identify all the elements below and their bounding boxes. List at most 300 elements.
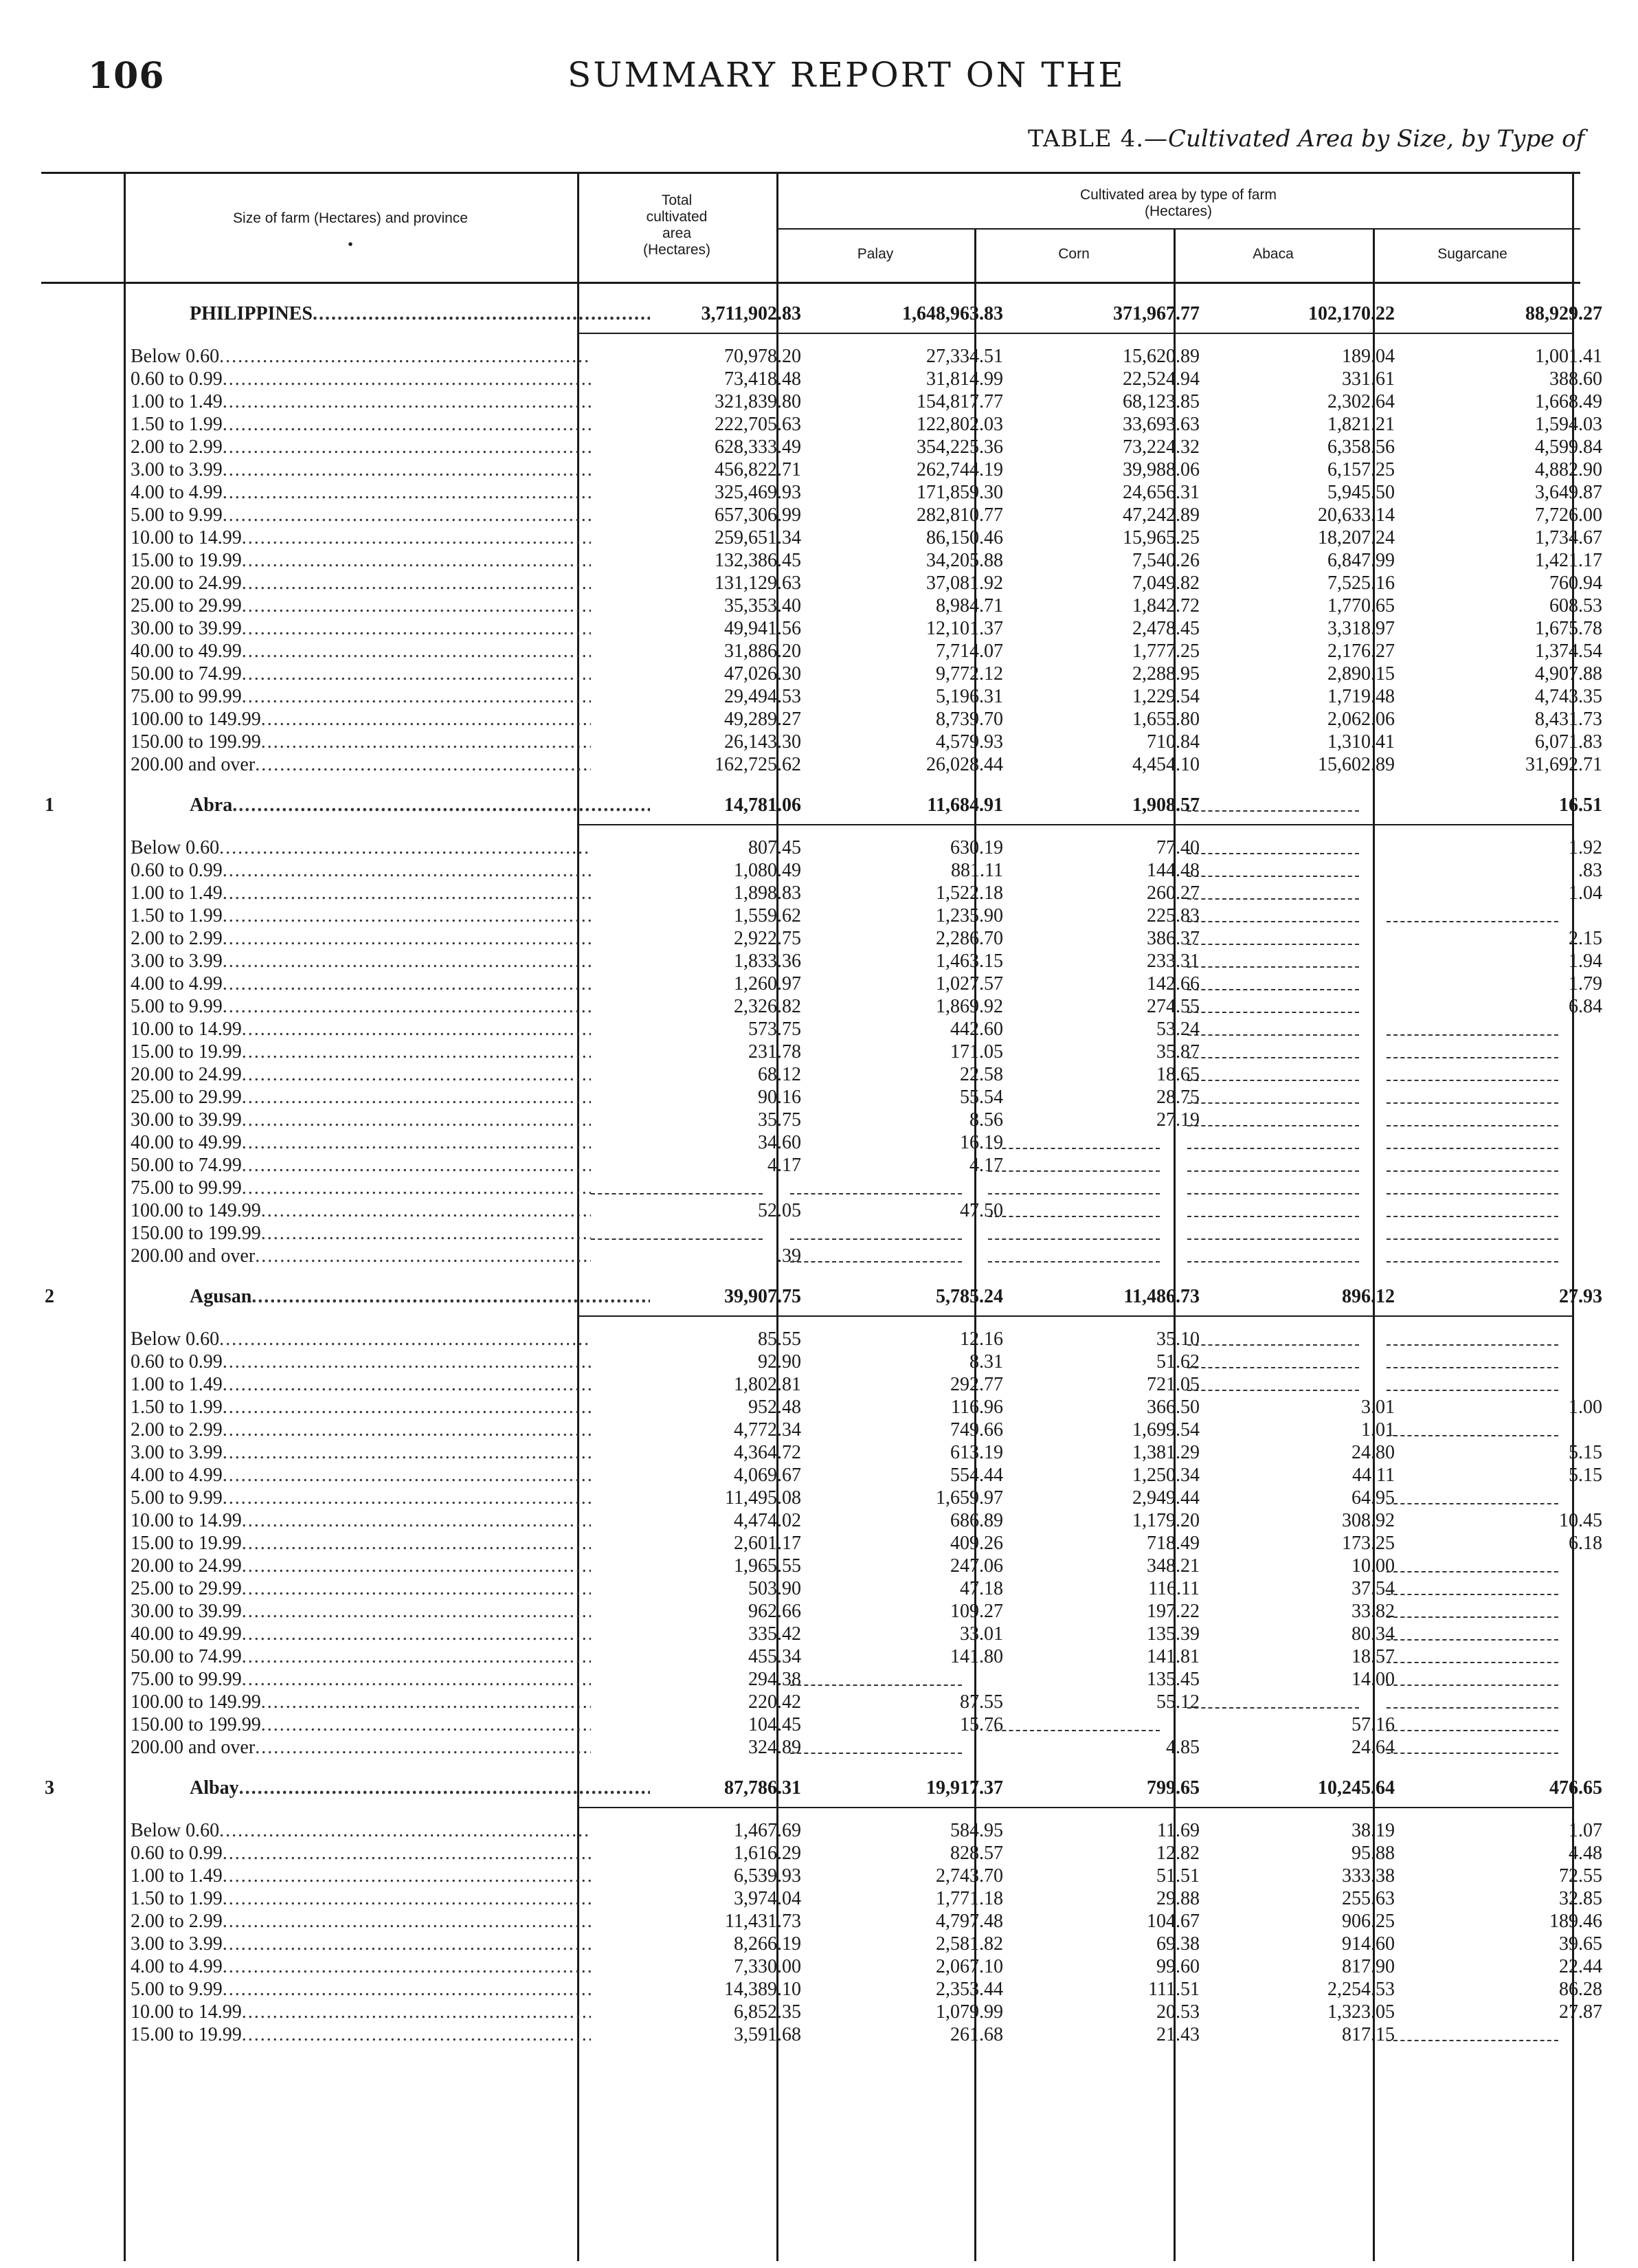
empty-cell-leader bbox=[1187, 1125, 1359, 1126]
value-cell: 22,524.94 bbox=[1123, 368, 1200, 390]
size-class-label: 5.00 to 9.99 ..... bbox=[131, 995, 591, 1018]
size-class-label: 200.00 and over ..... bbox=[131, 1245, 591, 1267]
value-cell: 255.63 bbox=[1342, 1888, 1395, 1909]
total-cell: 11,486.73 bbox=[1123, 1286, 1200, 1307]
value-cell: 6,852.35 bbox=[734, 2001, 801, 2023]
value-cell: 4.85 bbox=[1166, 1737, 1200, 1758]
empty-cell-leader bbox=[1387, 1503, 1558, 1504]
section-rule bbox=[577, 824, 1573, 825]
value-cell: 18.57 bbox=[1351, 1646, 1395, 1667]
value-cell: 1,668.49 bbox=[1535, 391, 1602, 412]
value-cell: 1,001.41 bbox=[1535, 346, 1602, 367]
value-cell: 1,080.49 bbox=[734, 860, 801, 881]
value-cell: 584.95 bbox=[950, 1820, 1003, 1841]
empty-cell-leader bbox=[1187, 853, 1359, 854]
size-class-label: 2.00 to 2.99 ..... bbox=[131, 1419, 591, 1441]
value-cell: 8,984.71 bbox=[936, 595, 1003, 616]
empty-cell-leader bbox=[1187, 966, 1359, 968]
size-class-label: 150.00 to 199.99 ..... bbox=[131, 1222, 591, 1245]
size-class-label: 200.00 and over ..... bbox=[131, 1736, 591, 1759]
size-class-label: Below 0.60 ..... bbox=[131, 1328, 591, 1350]
value-cell: 1.94 bbox=[1569, 950, 1602, 972]
size-class-label: 10.00 to 14.99 ..... bbox=[131, 1509, 591, 1532]
table-row bbox=[41, 1222, 1580, 1245]
value-cell: 6,847.99 bbox=[1327, 550, 1395, 571]
value-cell: 2,478.45 bbox=[1132, 618, 1200, 639]
empty-cell-leader bbox=[1387, 1193, 1558, 1194]
value-cell: 881.11 bbox=[951, 860, 1003, 881]
empty-cell-leader bbox=[1187, 921, 1359, 922]
value-cell: 354,225.36 bbox=[917, 436, 1003, 458]
size-class-label: 1.00 to 1.49 ..... bbox=[131, 390, 591, 413]
size-class-label: 1.50 to 1.99 ..... bbox=[131, 1396, 591, 1419]
value-cell: 4,474.02 bbox=[734, 1510, 801, 1531]
empty-cell-leader bbox=[988, 1238, 1160, 1240]
value-cell: 1.79 bbox=[1569, 973, 1602, 994]
value-cell: 116.96 bbox=[951, 1397, 1003, 1418]
value-cell: 4,454.10 bbox=[1132, 754, 1200, 775]
value-cell: 366.50 bbox=[1147, 1397, 1200, 1418]
value-cell: 914.60 bbox=[1342, 1933, 1395, 1955]
size-class-label: 75.00 to 99.99 ..... bbox=[131, 685, 591, 708]
size-class-label: 30.00 to 39.99 ..... bbox=[131, 617, 591, 640]
value-cell: 388.60 bbox=[1549, 368, 1602, 390]
value-cell: 231.78 bbox=[748, 1041, 801, 1063]
value-cell: 1,522.18 bbox=[936, 882, 1003, 904]
table-row bbox=[41, 1441, 1602, 1464]
section-rule bbox=[577, 1807, 1573, 1808]
value-cell: 73,224.32 bbox=[1123, 436, 1200, 458]
value-cell: 197.22 bbox=[1147, 1601, 1200, 1622]
table-row bbox=[41, 1600, 1580, 1623]
table-row bbox=[41, 504, 1602, 526]
value-cell: 9,772.12 bbox=[936, 663, 1003, 685]
empty-cell-leader bbox=[591, 1238, 763, 1240]
size-class-label: 1.50 to 1.99 ..... bbox=[131, 904, 591, 927]
value-cell: 1,323.05 bbox=[1327, 2001, 1395, 2023]
section-total-row bbox=[41, 794, 1602, 816]
table-row bbox=[41, 1955, 1602, 1978]
province-name: Abra ..... bbox=[190, 794, 650, 816]
value-cell: 386.37 bbox=[1147, 928, 1200, 949]
value-cell: 111.51 bbox=[1148, 1979, 1200, 2000]
size-class-label: 100.00 to 149.99 ..... bbox=[131, 1691, 591, 1713]
size-class-label: 0.60 to 0.99 ..... bbox=[131, 368, 591, 390]
value-cell: 962.66 bbox=[748, 1601, 801, 1622]
value-cell: 233.31 bbox=[1147, 950, 1200, 972]
value-cell: 32.85 bbox=[1559, 1888, 1602, 1909]
table-row bbox=[41, 1713, 1580, 1736]
value-cell: 18.65 bbox=[1156, 1064, 1200, 1085]
empty-cell-leader bbox=[1187, 1238, 1359, 1240]
value-cell: 21.43 bbox=[1156, 2024, 1200, 2045]
table-row bbox=[41, 753, 1602, 776]
table-row bbox=[41, 950, 1602, 972]
size-class-label: Below 0.60 ..... bbox=[131, 345, 591, 368]
size-class-label: 50.00 to 74.99 ..... bbox=[131, 1645, 591, 1668]
table-row bbox=[41, 368, 1602, 390]
table-row bbox=[41, 1736, 1580, 1759]
column-header-corn: Corn bbox=[1058, 246, 1090, 262]
province-number: 2 bbox=[45, 1286, 54, 1307]
table-row bbox=[41, 1645, 1580, 1668]
size-class-label: 200.00 and over ..... bbox=[131, 753, 591, 776]
value-cell: 73,418.48 bbox=[724, 368, 801, 390]
value-cell: 262,744.19 bbox=[917, 459, 1003, 480]
value-cell: 760.94 bbox=[1549, 572, 1602, 594]
value-cell: 282,810.77 bbox=[917, 504, 1003, 526]
table-row bbox=[41, 685, 1602, 708]
value-cell: 68.12 bbox=[758, 1064, 801, 1085]
value-cell: 2,176.27 bbox=[1327, 641, 1395, 662]
size-class-label: 4.00 to 4.99 ..... bbox=[131, 972, 591, 995]
value-cell: 57.16 bbox=[1351, 1714, 1395, 1735]
size-class-label: 0.60 to 0.99 ..... bbox=[131, 1842, 591, 1865]
value-cell: 7,525.16 bbox=[1327, 572, 1395, 594]
value-cell: 5,196.31 bbox=[936, 686, 1003, 707]
table-row bbox=[41, 1154, 1580, 1177]
column-header-palay: Palay bbox=[857, 246, 894, 262]
value-cell: 1,898.83 bbox=[734, 882, 801, 904]
value-cell: 3,974.04 bbox=[734, 1888, 801, 1909]
table-row bbox=[41, 1018, 1580, 1041]
value-cell: 1,965.55 bbox=[734, 1555, 801, 1577]
value-cell: 35,353.40 bbox=[724, 595, 801, 616]
value-cell: 2,922.75 bbox=[734, 928, 801, 949]
value-cell: .39 bbox=[777, 1245, 801, 1267]
value-cell: 1.92 bbox=[1569, 837, 1602, 858]
table-row bbox=[41, 1842, 1602, 1865]
value-cell: 2,601.17 bbox=[734, 1533, 801, 1554]
value-cell: 3,591.68 bbox=[734, 2024, 801, 2045]
value-cell: 104.67 bbox=[1147, 1911, 1200, 1932]
table-row bbox=[41, 1086, 1580, 1109]
size-class-label: 20.00 to 24.99 ..... bbox=[131, 1555, 591, 1577]
value-cell: 22.58 bbox=[960, 1064, 1003, 1085]
province-name: Agusan ..... bbox=[190, 1285, 650, 1308]
size-class-label: 5.00 to 9.99 ..... bbox=[131, 1487, 591, 1509]
value-cell: 44.11 bbox=[1352, 1465, 1395, 1486]
table-row bbox=[41, 572, 1602, 594]
value-cell: 573.75 bbox=[748, 1019, 801, 1040]
size-class-label: 100.00 to 149.99 ..... bbox=[131, 1199, 591, 1222]
value-cell: 222,705.63 bbox=[715, 414, 801, 435]
empty-cell-leader bbox=[790, 1193, 962, 1194]
table-row bbox=[41, 549, 1602, 572]
value-cell: 331.61 bbox=[1342, 368, 1395, 390]
value-cell: 80.34 bbox=[1351, 1623, 1395, 1645]
value-cell: 1,559.62 bbox=[734, 905, 801, 926]
value-cell: 1,260.97 bbox=[734, 973, 801, 994]
empty-cell-leader bbox=[1387, 1102, 1558, 1104]
value-cell: 189.04 bbox=[1342, 346, 1395, 367]
value-cell: 33,693.63 bbox=[1123, 414, 1200, 435]
value-cell: 55.12 bbox=[1156, 1691, 1200, 1713]
empty-cell-leader bbox=[1187, 1390, 1359, 1391]
value-cell: 11,431.73 bbox=[725, 1911, 801, 1932]
table-row bbox=[41, 1041, 1580, 1063]
value-cell: 35.75 bbox=[758, 1109, 801, 1131]
empty-cell-leader bbox=[988, 1216, 1160, 1217]
value-cell: 613.19 bbox=[950, 1442, 1003, 1463]
value-cell: 2,353.44 bbox=[936, 1979, 1003, 2000]
empty-cell-leader bbox=[1387, 921, 1558, 922]
empty-cell-leader bbox=[1387, 1390, 1558, 1391]
empty-cell-leader bbox=[988, 1148, 1160, 1149]
value-cell: 4,907.88 bbox=[1535, 663, 1602, 685]
value-cell: 6,539.93 bbox=[734, 1865, 801, 1887]
group-header-line: (Hectares) bbox=[1144, 203, 1213, 219]
table-row bbox=[41, 1487, 1580, 1509]
value-cell: 5,945.50 bbox=[1327, 482, 1395, 503]
top-rule bbox=[41, 172, 1580, 174]
empty-cell-leader bbox=[1387, 1125, 1558, 1126]
value-cell: 259,651.34 bbox=[715, 527, 801, 548]
value-cell: 68,123.85 bbox=[1123, 391, 1200, 412]
table-row bbox=[41, 617, 1602, 640]
value-cell: 1,079.99 bbox=[936, 2001, 1003, 2023]
value-cell: 1,719.48 bbox=[1327, 686, 1395, 707]
value-cell: 503.90 bbox=[748, 1578, 801, 1599]
total-header bbox=[577, 192, 776, 258]
header-bottom-rule bbox=[41, 282, 1580, 284]
value-cell: 1,734.67 bbox=[1535, 527, 1602, 548]
table-row bbox=[41, 1350, 1580, 1373]
value-cell: 86,150.46 bbox=[926, 527, 1003, 548]
value-cell: 1.04 bbox=[1569, 882, 1602, 904]
total-cell: 39,907.75 bbox=[724, 1286, 801, 1307]
table-row bbox=[41, 1328, 1580, 1350]
empty-cell-leader bbox=[1187, 1261, 1359, 1263]
table-caption bbox=[1028, 125, 1584, 153]
table-row bbox=[41, 1509, 1602, 1532]
size-class-label: 15.00 to 19.99 ..... bbox=[131, 1532, 591, 1555]
value-cell: 14.00 bbox=[1351, 1669, 1395, 1690]
value-cell: 72.55 bbox=[1559, 1865, 1602, 1887]
size-class-label: 50.00 to 74.99 ..... bbox=[131, 1154, 591, 1177]
group-header-rule bbox=[776, 228, 1580, 230]
empty-cell-leader bbox=[1187, 810, 1359, 812]
table-row bbox=[41, 1623, 1580, 1645]
size-class-label: Below 0.60 ..... bbox=[131, 1819, 591, 1842]
table-row bbox=[41, 1691, 1580, 1713]
total-cell: 16.51 bbox=[1559, 794, 1602, 816]
value-cell: 220.42 bbox=[748, 1691, 801, 1713]
size-class-label: 3.00 to 3.99 ..... bbox=[131, 1441, 591, 1464]
value-cell: 7,726.00 bbox=[1535, 504, 1602, 526]
value-cell: 4.17 bbox=[969, 1155, 1003, 1176]
size-class-label: 75.00 to 99.99 ..... bbox=[131, 1177, 591, 1199]
value-cell: 52.05 bbox=[758, 1200, 801, 1221]
size-class-label: 2.00 to 2.99 ..... bbox=[131, 436, 591, 458]
value-cell: 92.90 bbox=[758, 1351, 801, 1372]
value-cell: 131,129.63 bbox=[715, 572, 801, 594]
value-cell: 24.80 bbox=[1351, 1442, 1395, 1463]
size-class-label: Below 0.60 ..... bbox=[131, 836, 591, 859]
empty-cell-leader bbox=[790, 1261, 962, 1263]
value-cell: 20,633.14 bbox=[1318, 504, 1395, 526]
value-cell: 1,699.54 bbox=[1132, 1419, 1200, 1441]
value-cell: 20.53 bbox=[1156, 2001, 1200, 2023]
value-cell: 749.66 bbox=[950, 1419, 1003, 1441]
size-class-label: 75.00 to 99.99 ..... bbox=[131, 1668, 591, 1691]
stub-header bbox=[131, 210, 570, 253]
value-cell: 1.07 bbox=[1569, 1820, 1602, 1841]
value-cell: 817.90 bbox=[1342, 1956, 1395, 1977]
value-cell: 4,797.48 bbox=[936, 1911, 1003, 1932]
value-cell: 2,890.15 bbox=[1327, 663, 1395, 685]
empty-cell-leader bbox=[790, 1238, 962, 1240]
value-cell: 8.31 bbox=[969, 1351, 1003, 1372]
total-cell: 88,929.27 bbox=[1525, 303, 1602, 324]
page-number: 106 bbox=[88, 55, 165, 97]
size-class-label: 10.00 to 14.99 ..... bbox=[131, 2001, 591, 2023]
value-cell: 335.42 bbox=[748, 1623, 801, 1645]
total-cell: 371,967.77 bbox=[1113, 303, 1200, 324]
value-cell: 47,242.89 bbox=[1123, 504, 1200, 526]
empty-cell-leader bbox=[1387, 1216, 1558, 1217]
size-class-label: 4.00 to 4.99 ..... bbox=[131, 1464, 591, 1487]
size-class-label: 0.60 to 0.99 ..... bbox=[131, 1350, 591, 1373]
size-class-label: 1.00 to 1.49 ..... bbox=[131, 1865, 591, 1887]
empty-cell-leader bbox=[1387, 1080, 1558, 1081]
size-class-label: 30.00 to 39.99 ..... bbox=[131, 1600, 591, 1623]
value-cell: 2,949.44 bbox=[1132, 1487, 1200, 1509]
value-cell: 85.55 bbox=[758, 1328, 801, 1350]
value-cell: 141.81 bbox=[1147, 1646, 1200, 1667]
value-cell: 1,821.21 bbox=[1327, 414, 1395, 435]
value-cell: 77.40 bbox=[1156, 837, 1200, 858]
value-cell: 1.00 bbox=[1569, 1397, 1602, 1418]
value-cell: 1,770.65 bbox=[1327, 595, 1395, 616]
value-cell: 630.19 bbox=[950, 837, 1003, 858]
value-cell: 2,254.53 bbox=[1327, 1979, 1395, 2000]
value-cell: 2,288.95 bbox=[1132, 663, 1200, 685]
value-cell: 135.39 bbox=[1147, 1623, 1200, 1645]
size-class-label: 25.00 to 29.99 ..... bbox=[131, 594, 591, 617]
size-class-label: 3.00 to 3.99 ..... bbox=[131, 458, 591, 481]
size-class-label: 150.00 to 199.99 ..... bbox=[131, 1713, 591, 1736]
empty-cell-leader bbox=[1187, 1707, 1359, 1709]
value-cell: 28.75 bbox=[1156, 1087, 1200, 1108]
table-row bbox=[41, 1577, 1580, 1600]
table-row bbox=[41, 2023, 1580, 2046]
value-cell: 455.34 bbox=[748, 1646, 801, 1667]
size-class-label: 15.00 to 19.99 ..... bbox=[131, 2023, 591, 2046]
empty-cell-leader bbox=[1187, 1057, 1359, 1058]
caption-title: Cultivated Area by Size, by Type of bbox=[1168, 125, 1585, 153]
table-row bbox=[41, 436, 1602, 458]
total-cell: 14,781.06 bbox=[724, 794, 801, 816]
value-cell: 122,802.03 bbox=[917, 414, 1003, 435]
value-cell: 7,714.07 bbox=[936, 641, 1003, 662]
empty-cell-leader bbox=[1387, 1148, 1558, 1149]
value-cell: 686.89 bbox=[950, 1510, 1003, 1531]
value-cell: 26,028.44 bbox=[926, 754, 1003, 775]
value-cell: 69.38 bbox=[1156, 1933, 1200, 1955]
size-class-label: 2.00 to 2.99 ..... bbox=[131, 927, 591, 950]
value-cell: 608.53 bbox=[1549, 595, 1602, 616]
size-class-label: 1.50 to 1.99 ..... bbox=[131, 1887, 591, 1910]
total-cell: 10,245.64 bbox=[1318, 1777, 1395, 1799]
caption-lead: TABLE 4.— bbox=[1028, 125, 1169, 153]
empty-cell-leader bbox=[1187, 944, 1359, 945]
value-cell: 162,725.62 bbox=[715, 754, 801, 775]
size-class-label: 25.00 to 29.99 ..... bbox=[131, 1577, 591, 1600]
value-cell: 189.46 bbox=[1549, 1911, 1602, 1932]
size-class-label: 1.50 to 1.99 ..... bbox=[131, 413, 591, 436]
total-cell: 27.93 bbox=[1559, 1286, 1602, 1307]
group-header bbox=[776, 187, 1580, 220]
total-cell: 1,908.57 bbox=[1132, 794, 1200, 816]
value-cell: 10.00 bbox=[1351, 1555, 1395, 1577]
empty-cell-leader bbox=[988, 1730, 1160, 1731]
value-cell: 11,495.08 bbox=[725, 1487, 801, 1509]
table-row bbox=[41, 1373, 1580, 1396]
value-cell: 12.16 bbox=[960, 1328, 1003, 1350]
value-cell: 86.28 bbox=[1559, 1979, 1602, 2000]
value-cell: 1,250.34 bbox=[1132, 1465, 1200, 1486]
value-cell: 333.38 bbox=[1342, 1865, 1395, 1887]
section-total-row bbox=[41, 1777, 1602, 1799]
table-row bbox=[41, 345, 1602, 368]
province-number: 3 bbox=[45, 1777, 54, 1799]
value-cell: 15,620.89 bbox=[1123, 346, 1200, 367]
value-cell: 109.27 bbox=[950, 1601, 1003, 1622]
empty-cell-leader bbox=[1187, 989, 1359, 990]
value-cell: 37,081.92 bbox=[926, 572, 1003, 594]
total-header-line: cultivated bbox=[646, 209, 708, 225]
table-row bbox=[41, 1668, 1580, 1691]
value-cell: 7,540.26 bbox=[1132, 550, 1200, 571]
empty-cell-leader bbox=[1187, 1080, 1359, 1081]
value-cell: 952.48 bbox=[748, 1397, 801, 1418]
value-cell: 15,965.25 bbox=[1123, 527, 1200, 548]
size-class-label: 100.00 to 149.99 ..... bbox=[131, 708, 591, 731]
stub-header-label: Size of farm (Hectares) and province bbox=[233, 210, 468, 226]
value-cell: 442.60 bbox=[950, 1019, 1003, 1040]
value-cell: 27.87 bbox=[1559, 2001, 1602, 2023]
value-cell: 132,386.45 bbox=[715, 550, 801, 571]
value-cell: 49,941.56 bbox=[724, 618, 801, 639]
value-cell: 15.76 bbox=[960, 1714, 1003, 1735]
value-cell: 6,358.56 bbox=[1327, 436, 1395, 458]
value-cell: 2.15 bbox=[1569, 928, 1602, 949]
value-cell: 31,692.71 bbox=[1525, 754, 1602, 775]
value-cell: 1,229.54 bbox=[1132, 686, 1200, 707]
size-class-label: 50.00 to 74.99 ..... bbox=[131, 663, 591, 685]
value-cell: 90.16 bbox=[758, 1087, 801, 1108]
empty-cell-leader bbox=[1187, 1102, 1359, 1104]
empty-cell-leader bbox=[1387, 1571, 1558, 1572]
value-cell: 4,579.93 bbox=[936, 731, 1003, 753]
size-class-label: 5.00 to 9.99 ..... bbox=[131, 504, 591, 526]
value-cell: 29.88 bbox=[1156, 1888, 1200, 1909]
total-cell: 87,786.31 bbox=[724, 1777, 801, 1799]
value-cell: 2,326.82 bbox=[734, 996, 801, 1017]
value-cell: 828.57 bbox=[950, 1843, 1003, 1864]
total-cell: 896.12 bbox=[1342, 1286, 1395, 1307]
value-cell: 1,594.03 bbox=[1535, 414, 1602, 435]
value-cell: 409.26 bbox=[950, 1533, 1003, 1554]
value-cell: 1,802.81 bbox=[734, 1374, 801, 1395]
value-cell: 144.48 bbox=[1147, 860, 1200, 881]
table-row bbox=[41, 1419, 1580, 1441]
empty-cell-leader bbox=[1387, 1639, 1558, 1641]
table-row bbox=[41, 1887, 1602, 1910]
table-row bbox=[41, 708, 1602, 731]
value-cell: 1,833.36 bbox=[734, 950, 801, 972]
